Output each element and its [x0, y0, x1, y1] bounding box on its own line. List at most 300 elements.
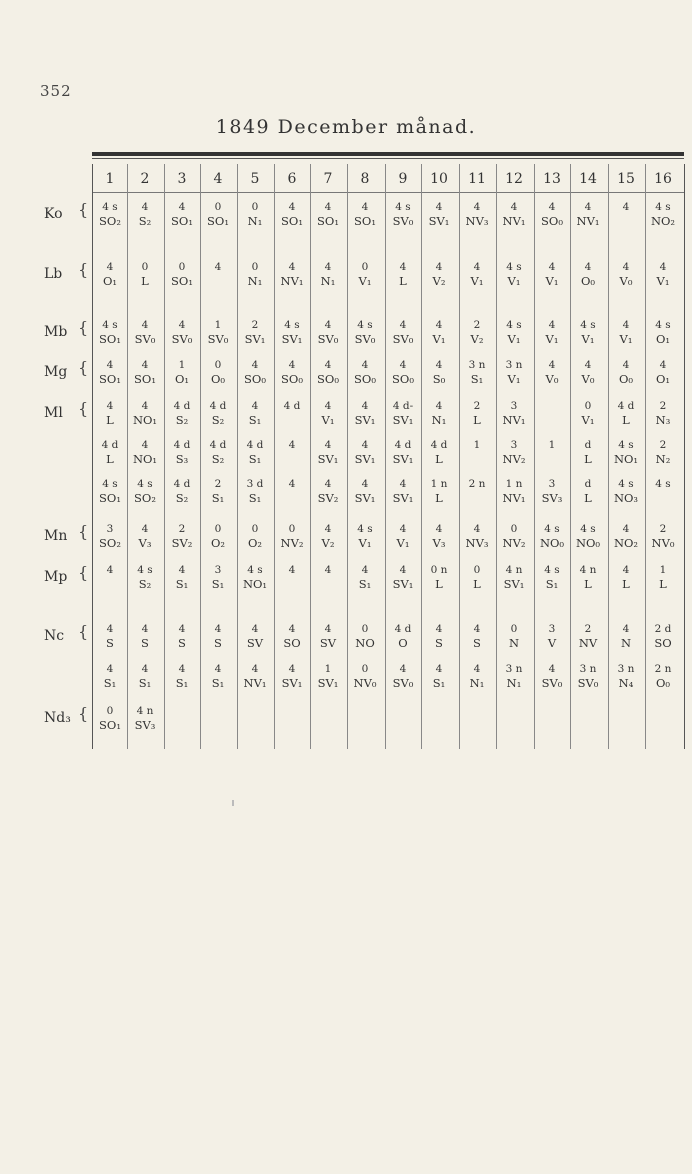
wind-value: V₁ [507, 332, 521, 346]
cloud-value: 4 s [102, 201, 118, 213]
observation-cell [496, 318, 532, 346]
cloud-value: 4 d [173, 439, 191, 451]
cloud-value: 4 [510, 201, 518, 213]
observation-cell [92, 704, 128, 732]
observation-cell [496, 438, 532, 466]
observation-cell [608, 662, 644, 690]
observation-cell [421, 358, 457, 386]
cloud-value: 2 n [468, 478, 486, 490]
cloud-value: 2 [659, 400, 667, 412]
observation-cell [274, 260, 310, 288]
wind-value: NO₁ [132, 452, 158, 466]
cloud-value: 4 [361, 400, 369, 412]
cloud-value: 4 [214, 261, 222, 273]
observation-cell [200, 522, 236, 550]
wind-value: V₁ [396, 536, 410, 550]
cloud-value [164, 704, 200, 718]
observation-cell [496, 662, 532, 690]
cloud-value: 0 [288, 523, 296, 535]
day-header: 16 [654, 171, 672, 187]
observation-cell [200, 318, 236, 346]
observation-cell [645, 399, 681, 427]
cloud-value: 4 [659, 261, 667, 273]
wind-value [385, 718, 421, 732]
observation-cell [534, 662, 570, 690]
cloud-value: 4 [324, 478, 332, 490]
observation-cell [200, 704, 236, 732]
wind-value [164, 718, 200, 732]
observation-cell [92, 662, 128, 690]
cloud-value: 1 [473, 439, 481, 451]
wind-value: SO₁ [354, 214, 376, 228]
wind-value: V₁ [545, 332, 559, 346]
day-header: 6 [287, 171, 297, 187]
observation-cell [347, 399, 383, 427]
wind-value: NV₁ [502, 413, 526, 427]
wind-value: V₁ [358, 274, 372, 288]
cloud-value: 4 [106, 359, 114, 371]
wind-value: O₀ [618, 372, 634, 386]
wind-value: L [584, 491, 592, 505]
observation-cell [237, 522, 273, 550]
wind-value: N₁ [431, 413, 447, 427]
cloud-value: 4 [622, 359, 630, 371]
observation-cell [570, 200, 606, 228]
observation-cell [496, 563, 532, 591]
observation-cell [496, 522, 532, 550]
cloud-value: 0 [361, 261, 369, 273]
cloud-value: 4 [361, 564, 369, 576]
cloud-value: 0 [251, 261, 259, 273]
cloud-value: 4 s [506, 319, 522, 331]
wind-value [310, 718, 346, 732]
observation-cell [385, 358, 421, 386]
cloud-value: 4 [141, 663, 149, 675]
cloud-value: 4 d [209, 400, 227, 412]
observation-cell [421, 260, 457, 288]
cloud-value: 4 s [506, 261, 522, 273]
cloud-value: 4 [106, 623, 114, 635]
observation-cell [421, 200, 457, 228]
cloud-value: 4 [435, 201, 443, 213]
wind-value [534, 413, 570, 427]
cloud-value [608, 704, 644, 718]
observation-cell [459, 622, 495, 650]
wind-value: NO₂ [613, 536, 639, 550]
cloud-value: 4 [251, 663, 259, 675]
observation-cell [347, 318, 383, 346]
wind-value: S₁ [175, 676, 189, 690]
cloud-value: 4 [473, 261, 481, 273]
wind-value: SV₁ [392, 413, 414, 427]
observation-cell [237, 662, 273, 690]
observation-cell [310, 662, 346, 690]
cloud-value: 4 s [655, 319, 671, 331]
cloud-value: 4 [141, 439, 149, 451]
observation-cell [421, 563, 457, 591]
observation-cell [608, 704, 644, 732]
observation-cell [645, 200, 681, 228]
wind-value: O₀ [210, 372, 226, 386]
observation-cell [164, 358, 200, 386]
wind-value: L [473, 413, 481, 427]
wind-value: SV₁ [428, 214, 450, 228]
observation-cell [608, 399, 644, 427]
day-header: 13 [543, 171, 561, 187]
cloud-value: 4 d [617, 400, 635, 412]
observation-cell [570, 662, 606, 690]
observation-cell [237, 438, 273, 466]
observation-cell [164, 563, 200, 591]
page-number: 352 [40, 82, 72, 100]
cloud-value: 4 s [137, 478, 153, 490]
cloud-value: 4 d [209, 439, 227, 451]
wind-value: SO₀ [281, 372, 303, 386]
cloud-value: 4 s [357, 319, 373, 331]
cloud-value [421, 704, 457, 718]
observation-cell [92, 399, 128, 427]
station-label: Lb [44, 266, 63, 282]
wind-value [274, 491, 310, 505]
cloud-value: 0 [510, 623, 518, 635]
observation-cell [92, 522, 128, 550]
wind-value: NO₃ [613, 491, 639, 505]
cloud-value: 4 s [357, 523, 373, 535]
brace-mark: { [78, 358, 89, 377]
observation-cell [645, 563, 681, 591]
cloud-value: 4 [622, 201, 630, 213]
cloud-value: 4 [288, 359, 296, 371]
cloud-value: 4 [214, 623, 222, 635]
cloud-value: 3 n [505, 663, 523, 675]
wind-value: S₁ [175, 577, 189, 591]
wind-value: N [620, 636, 632, 650]
observation-cell [200, 358, 236, 386]
column-divider [684, 164, 685, 749]
wind-value [645, 718, 681, 732]
wind-value [459, 491, 495, 505]
wind-value: SO [283, 636, 301, 650]
cloud-value: 4 s [618, 478, 634, 490]
wind-value: S₁ [248, 413, 262, 427]
wind-value: N₁ [506, 676, 522, 690]
day-header: 3 [177, 171, 187, 187]
day-header: 12 [505, 171, 523, 187]
wind-value: NO [355, 636, 375, 650]
cloud-value: 2 [659, 439, 667, 451]
wind-value: SV₂ [317, 491, 339, 505]
cloud-value [534, 399, 570, 413]
day-header: 11 [468, 171, 486, 187]
cloud-value: 4 s [102, 319, 118, 331]
observation-cell [570, 318, 606, 346]
observation-cell [459, 399, 495, 427]
wind-value: O₀ [655, 676, 671, 690]
wind-value: NV₁ [502, 491, 526, 505]
wind-value: SV₁ [317, 452, 339, 466]
wind-value: SO₀ [244, 372, 266, 386]
wind-value: NV₁ [243, 676, 267, 690]
cloud-value: 4 [399, 663, 407, 675]
station-label: Mn [44, 528, 68, 544]
wind-value: V₁ [432, 332, 446, 346]
cloud-value: 1 n [505, 478, 523, 490]
wind-value: NO₁ [132, 413, 158, 427]
wind-value: S [473, 636, 481, 650]
cloud-value: 3 [214, 564, 222, 576]
cloud-value: 4 [324, 523, 332, 535]
wind-value: N₂ [655, 452, 671, 466]
wind-value: SV₁ [354, 491, 376, 505]
cloud-value: 4 [622, 319, 630, 331]
wind-value: SO₁ [99, 372, 121, 386]
cloud-value: 1 [178, 359, 186, 371]
cloud-value: 0 [251, 201, 259, 213]
wind-value: N₁ [247, 274, 263, 288]
wind-value [310, 577, 346, 591]
cloud-value: 1 n [430, 478, 448, 490]
wind-value: L [622, 413, 630, 427]
wind-value: SO₁ [317, 214, 339, 228]
observation-cell [534, 358, 570, 386]
wind-value: SO [654, 636, 672, 650]
cloud-value: 4 [324, 201, 332, 213]
observation-cell [421, 399, 457, 427]
wind-value: S₁ [248, 452, 262, 466]
cloud-value: 4 [435, 663, 443, 675]
wind-value: SV₁ [392, 452, 414, 466]
cloud-value [310, 704, 346, 718]
cloud-value: 3 [548, 478, 556, 490]
wind-value: SO₁ [281, 214, 303, 228]
wind-value: S₂ [175, 413, 189, 427]
observation-cell [127, 200, 163, 228]
day-header: 2 [140, 171, 150, 187]
wind-value: S₁ [211, 577, 225, 591]
wind-value: S [106, 636, 114, 650]
wind-value: SV₀ [577, 676, 599, 690]
wind-value: SV₁ [503, 577, 525, 591]
wind-value: V₀ [619, 274, 633, 288]
wind-value: V₂ [432, 274, 446, 288]
cloud-value: 2 [251, 319, 259, 331]
top-rule-thin [92, 158, 684, 159]
observation-cell [385, 438, 421, 466]
cloud-value: 4 n [579, 564, 597, 576]
cloud-value: 4 [141, 201, 149, 213]
cloud-value: 4 [435, 359, 443, 371]
wind-value: V₁ [358, 536, 372, 550]
wind-value: N₃ [655, 413, 671, 427]
observation-cell [534, 318, 570, 346]
observation-cell [534, 563, 570, 591]
cloud-value: 1 [324, 663, 332, 675]
observation-cell [459, 438, 495, 466]
observation-cell [164, 477, 200, 505]
wind-value: SO₀ [354, 372, 376, 386]
cloud-value: 4 [435, 623, 443, 635]
observation-cell [237, 622, 273, 650]
wind-value: V₃ [432, 536, 446, 550]
wind-value: SV₂ [171, 536, 193, 550]
observation-cell [347, 200, 383, 228]
wind-value: O [398, 636, 408, 650]
top-rule-thick [92, 152, 684, 156]
observation-cell [645, 260, 681, 288]
wind-value: N₁ [320, 274, 336, 288]
observation-cell [200, 662, 236, 690]
wind-value: S [141, 636, 149, 650]
wind-value: L [435, 577, 443, 591]
wind-value: SO₁ [99, 491, 121, 505]
cloud-value: 4 [288, 261, 296, 273]
wind-value: SO₀ [541, 214, 563, 228]
observation-cell [237, 563, 273, 591]
wind-value: V₁ [619, 332, 633, 346]
observation-cell [347, 622, 383, 650]
observation-cell [164, 438, 200, 466]
wind-value: O₁ [655, 332, 671, 346]
cloud-value: d [584, 478, 592, 490]
wind-value: SV₀ [392, 332, 414, 346]
observation-cell [385, 563, 421, 591]
wind-value [347, 718, 383, 732]
observation-cell [496, 477, 532, 505]
cloud-value [534, 704, 570, 718]
observation-cell [310, 704, 346, 732]
observation-cell [570, 622, 606, 650]
wind-value: NV₁ [280, 274, 304, 288]
cloud-value: 4 d [246, 439, 264, 451]
wind-value: V₀ [581, 372, 595, 386]
wind-value: N [508, 636, 520, 650]
cloud-value [645, 704, 681, 718]
observation-cell [274, 704, 310, 732]
cloud-value: 4 n [505, 564, 523, 576]
observation-cell [385, 200, 421, 228]
observation-cell [496, 358, 532, 386]
wind-value: SO₁ [207, 214, 229, 228]
observation-cell [645, 438, 681, 466]
cloud-value: 4 [399, 478, 407, 490]
wind-value: S₁ [211, 491, 225, 505]
page-title: 1849 December månad. [215, 116, 477, 138]
wind-value: NO₁ [613, 452, 639, 466]
wind-value: O₀ [580, 274, 596, 288]
wind-value: SO₂ [99, 536, 121, 550]
cloud-value: 4 s [395, 201, 411, 213]
wind-value: SO₁ [99, 332, 121, 346]
cloud-value: 3 n [617, 663, 635, 675]
wind-value: S₂ [175, 491, 189, 505]
observation-cell [274, 522, 310, 550]
cloud-value: 3 [106, 523, 114, 535]
observation-cell [534, 260, 570, 288]
wind-value: V [547, 636, 557, 650]
observation-cell [534, 622, 570, 650]
wind-value [274, 413, 310, 427]
wind-value: O₁ [102, 274, 118, 288]
observation-cell [645, 477, 681, 505]
observation-cell [347, 260, 383, 288]
brace-mark: { [78, 260, 89, 279]
cloud-value: 4 [622, 523, 630, 535]
wind-value [274, 718, 310, 732]
wind-value: S₂ [211, 452, 225, 466]
observation-cell [164, 622, 200, 650]
wind-value: SV₁ [317, 676, 339, 690]
observation-cell [645, 662, 681, 690]
cloud-value: 4 [473, 523, 481, 535]
observation-cell [347, 438, 383, 466]
observation-cell [164, 662, 200, 690]
wind-value: SV₁ [354, 413, 376, 427]
observation-cell [92, 438, 128, 466]
cloud-value: 4 [178, 623, 186, 635]
cloud-value [385, 704, 421, 718]
observation-cell [92, 358, 128, 386]
cloud-value: 4 [288, 439, 296, 451]
station-label: Nc [44, 628, 65, 644]
observation-cell [645, 704, 681, 732]
wind-value [459, 452, 495, 466]
wind-value [421, 718, 457, 732]
cloud-value: 4 [584, 261, 592, 273]
cloud-value: 1 [214, 319, 222, 331]
cloud-value: 2 [584, 623, 592, 635]
observation-cell [200, 622, 236, 650]
cloud-value: 2 n [654, 663, 672, 675]
observation-cell [347, 522, 383, 550]
cloud-value [200, 704, 236, 718]
cloud-value: 4 [288, 564, 296, 576]
cloud-value: 4 d [173, 400, 191, 412]
observation-cell [608, 260, 644, 288]
wind-value: SO₀ [392, 372, 414, 386]
brace-mark: { [78, 200, 89, 219]
observation-cell [421, 318, 457, 346]
wind-value: S₁ [103, 676, 117, 690]
cloud-value: 4 [141, 319, 149, 331]
wind-value: L [141, 274, 149, 288]
observation-cell [496, 622, 532, 650]
observation-cell [385, 477, 421, 505]
wind-value: NV [578, 636, 598, 650]
observation-cell [200, 477, 236, 505]
cloud-value: 0 [141, 261, 149, 273]
observation-cell [459, 704, 495, 732]
observation-cell [496, 200, 532, 228]
day-header: 10 [430, 171, 448, 187]
wind-value: NV₂ [502, 536, 526, 550]
cloud-value: 4 [399, 359, 407, 371]
observation-cell [645, 622, 681, 650]
cloud-value: 4 [214, 663, 222, 675]
cloud-value: 3 [510, 400, 518, 412]
cloud-value: 4 [548, 663, 556, 675]
wind-value: NO₀ [575, 536, 601, 550]
station-label: Nd₃ [44, 710, 71, 726]
brace-mark: { [78, 704, 89, 723]
observation-cell [92, 622, 128, 650]
cloud-value: 4 [141, 359, 149, 371]
wind-value: N₄ [618, 676, 634, 690]
observation-cell [92, 563, 128, 591]
observation-cell [310, 318, 346, 346]
observation-cell [645, 522, 681, 550]
cloud-value: 4 [361, 359, 369, 371]
cloud-value: 2 [473, 319, 481, 331]
